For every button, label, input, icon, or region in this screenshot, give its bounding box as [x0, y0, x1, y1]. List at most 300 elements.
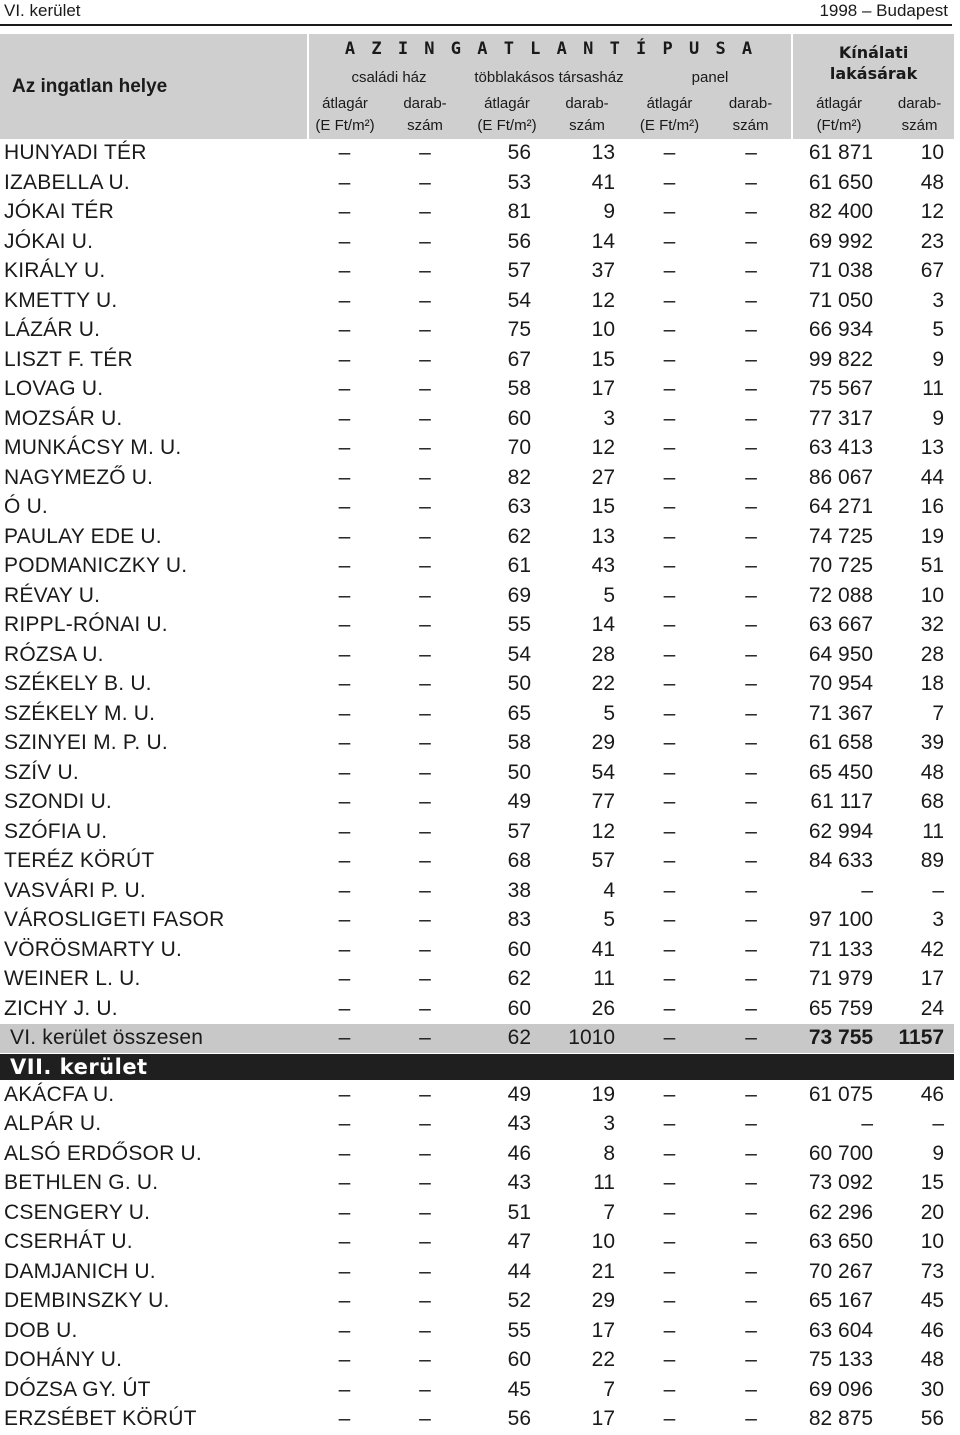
cell: 60 700 — [792, 1139, 885, 1169]
cell: 24 — [885, 994, 954, 1024]
table-row — [0, 994, 954, 1024]
cell: 9 — [545, 198, 629, 228]
cell: 51 — [885, 552, 954, 582]
street-name: ZICHY J. U. — [0, 994, 308, 1024]
cell: 57 — [545, 847, 629, 877]
cell: 13 — [885, 434, 954, 464]
street-name: NAGYMEZŐ U. — [0, 463, 308, 493]
cell: 9 — [885, 1139, 954, 1169]
street-name: SZINYEI M. P. U. — [0, 729, 308, 759]
cell: – — [629, 1024, 710, 1054]
table-row — [0, 581, 954, 611]
cell: – — [710, 699, 792, 729]
cell: 75 133 — [792, 1346, 885, 1376]
cell: 32 — [885, 611, 954, 641]
cell: 17 — [545, 375, 629, 405]
cell: 46 — [469, 1139, 545, 1169]
property-type-header: A Z I N G A T L A N T Í P U S A — [308, 34, 792, 64]
table-row — [0, 257, 954, 287]
cell: 12 — [885, 198, 954, 228]
cell: 73 092 — [792, 1169, 885, 1199]
cell: 11 — [885, 375, 954, 405]
cell: 62 296 — [792, 1198, 885, 1228]
cell: – — [308, 139, 381, 168]
cell: 61 — [469, 552, 545, 582]
cell: 13 — [545, 522, 629, 552]
cell: – — [308, 375, 381, 405]
street-name: WEINER L. U. — [0, 965, 308, 995]
cell: – — [710, 1346, 792, 1376]
cell: 38 — [469, 876, 545, 906]
cell: 69 096 — [792, 1375, 885, 1405]
cell: 46 — [885, 1080, 954, 1110]
cell: – — [381, 1198, 469, 1228]
cell: – — [381, 640, 469, 670]
cell: 19 — [545, 1080, 629, 1110]
cell: 71 979 — [792, 965, 885, 995]
cell: – — [710, 404, 792, 434]
cell: 68 — [885, 788, 954, 818]
cell: – — [381, 434, 469, 464]
cell: 84 633 — [792, 847, 885, 877]
cell: 50 — [469, 670, 545, 700]
street-name: TERÉZ KÖRÚT — [0, 847, 308, 877]
street-name: LÁZÁR U. — [0, 316, 308, 346]
cell: 75 567 — [792, 375, 885, 405]
street-name: SZONDI U. — [0, 788, 308, 818]
offer-price-header — [792, 34, 954, 91]
cell: – — [308, 316, 381, 346]
cell: 21 — [545, 1257, 629, 1287]
cell: – — [308, 434, 381, 464]
cell: – — [629, 1375, 710, 1405]
cell: – — [710, 1198, 792, 1228]
table-row — [0, 699, 954, 729]
cell: 70 725 — [792, 552, 885, 582]
cell: 63 — [469, 493, 545, 523]
cell: 61 871 — [792, 139, 885, 168]
cell: – — [629, 168, 710, 198]
table-row — [0, 493, 954, 523]
cell: 5 — [545, 699, 629, 729]
cell: – — [308, 994, 381, 1024]
cell: 99 822 — [792, 345, 885, 375]
cell: – — [629, 1080, 710, 1110]
cell: – — [381, 286, 469, 316]
cell: 60 — [469, 1346, 545, 1376]
cell: 56 — [469, 1405, 545, 1435]
cell: – — [381, 581, 469, 611]
cell: 71 050 — [792, 286, 885, 316]
panel-header: panel — [629, 64, 792, 91]
cell: – — [381, 935, 469, 965]
cell: 17 — [545, 1405, 629, 1435]
cell: – — [629, 994, 710, 1024]
cell: 66 934 — [792, 316, 885, 346]
cell: 51 — [469, 1198, 545, 1228]
table-row — [0, 345, 954, 375]
cell: – — [710, 817, 792, 847]
cell: – — [381, 1228, 469, 1258]
cell: 56 — [469, 227, 545, 257]
street-name: VASVÁRI P. U. — [0, 876, 308, 906]
cell: 65 450 — [792, 758, 885, 788]
year-city-label: 1998 – Budapest — [819, 1, 948, 20]
street-name: SZÉKELY B. U. — [0, 670, 308, 700]
cell: – — [629, 670, 710, 700]
cell: – — [710, 286, 792, 316]
cell: – — [308, 935, 381, 965]
cell: 12 — [545, 434, 629, 464]
cell: 44 — [885, 463, 954, 493]
cell: 83 — [469, 906, 545, 936]
cell: – — [308, 758, 381, 788]
table-row — [0, 1375, 954, 1405]
table-row — [0, 463, 954, 493]
table-row — [0, 168, 954, 198]
cell: 73 755 — [792, 1024, 885, 1054]
cell: 13 — [545, 139, 629, 168]
cell: 77 — [545, 788, 629, 818]
cell: – — [629, 286, 710, 316]
cell: – — [308, 1257, 381, 1287]
cell: 8 — [545, 1139, 629, 1169]
cell: – — [381, 463, 469, 493]
cell: – — [381, 729, 469, 759]
street-name: ERZSÉBET KÖRÚT — [0, 1405, 308, 1435]
cell: 82 400 — [792, 198, 885, 228]
cell: 58 — [469, 729, 545, 759]
cell: – — [381, 1375, 469, 1405]
cell: – — [629, 227, 710, 257]
cell: – — [381, 847, 469, 877]
cell: – — [629, 1316, 710, 1346]
cell: 18 — [885, 670, 954, 700]
cell: 86 067 — [792, 463, 885, 493]
cell: 49 — [469, 788, 545, 818]
property-price-table — [0, 34, 954, 1435]
page-header — [0, 0, 960, 22]
district-vi-rows — [0, 139, 954, 1024]
cell: – — [629, 1139, 710, 1169]
avg-price-header: átlagár (E Ft/m²) — [308, 91, 381, 139]
cell: – — [381, 404, 469, 434]
street-name: DOHÁNY U. — [0, 1346, 308, 1376]
cell: – — [308, 1198, 381, 1228]
cell: – — [381, 552, 469, 582]
cell: 5 — [885, 316, 954, 346]
district-vi-summary — [0, 1024, 954, 1081]
cell: 54 — [469, 286, 545, 316]
table-row — [0, 935, 954, 965]
cell: – — [308, 345, 381, 375]
cell: 17 — [545, 1316, 629, 1346]
cell: – — [308, 1405, 381, 1435]
cell: 12 — [545, 817, 629, 847]
table-row — [0, 1198, 954, 1228]
cell: 49 — [469, 1080, 545, 1110]
cell: 71 367 — [792, 699, 885, 729]
cell: 54 — [545, 758, 629, 788]
cell: – — [308, 581, 381, 611]
cell: – — [308, 404, 381, 434]
cell: – — [710, 1139, 792, 1169]
cell: 7 — [545, 1198, 629, 1228]
cell: 16 — [885, 493, 954, 523]
cell: 64 271 — [792, 493, 885, 523]
cell: – — [381, 1287, 469, 1317]
street-name: PAULAY EDE U. — [0, 522, 308, 552]
street-name: VÁROSLIGETI FASOR — [0, 906, 308, 936]
table-row — [0, 670, 954, 700]
count-header: darab- szám — [710, 91, 792, 139]
cell: 5 — [545, 906, 629, 936]
cell: – — [885, 1110, 954, 1140]
cell: – — [629, 1198, 710, 1228]
table-row — [0, 788, 954, 818]
cell: – — [308, 1139, 381, 1169]
cell: 65 — [469, 699, 545, 729]
cell: 17 — [885, 965, 954, 995]
cell: – — [381, 994, 469, 1024]
cell: – — [710, 876, 792, 906]
cell: 9 — [885, 345, 954, 375]
cell: – — [710, 1024, 792, 1054]
table-row — [0, 1139, 954, 1169]
cell: – — [308, 906, 381, 936]
cell: – — [629, 729, 710, 759]
street-name: RÓZSA U. — [0, 640, 308, 670]
cell: 53 — [469, 168, 545, 198]
street-name: SZÍV U. — [0, 758, 308, 788]
cell: – — [308, 876, 381, 906]
street-name: DEMBINSZKY U. — [0, 1287, 308, 1317]
cell: – — [308, 286, 381, 316]
cell: – — [629, 139, 710, 168]
cell: 62 994 — [792, 817, 885, 847]
cell: 69 992 — [792, 227, 885, 257]
street-name: RIPPL-RÓNAI U. — [0, 611, 308, 641]
cell: – — [381, 316, 469, 346]
cell: – — [710, 463, 792, 493]
cell: – — [308, 1024, 381, 1054]
table-row — [0, 1257, 954, 1287]
cell: – — [629, 581, 710, 611]
street-name: RÉVAY U. — [0, 581, 308, 611]
cell: 65 167 — [792, 1287, 885, 1317]
table-row — [0, 375, 954, 405]
cell: 61 075 — [792, 1080, 885, 1110]
table-row — [0, 227, 954, 257]
table-row — [0, 434, 954, 464]
cell: 10 — [545, 316, 629, 346]
cell: 9 — [885, 404, 954, 434]
cell: – — [710, 1110, 792, 1140]
cell: – — [381, 1080, 469, 1110]
table-row — [0, 729, 954, 759]
cell: 69 — [469, 581, 545, 611]
cell: 48 — [885, 758, 954, 788]
cell: 55 — [469, 1316, 545, 1346]
cell: – — [308, 699, 381, 729]
table-row — [0, 198, 954, 228]
table-header — [0, 34, 954, 139]
cell: 15 — [885, 1169, 954, 1199]
cell: – — [710, 375, 792, 405]
cell: 62 — [469, 1024, 545, 1054]
cell: – — [381, 1169, 469, 1199]
cell: 57 — [469, 257, 545, 287]
cell: – — [308, 1169, 381, 1199]
cell: – — [629, 198, 710, 228]
summary-label: VI. kerület összesen — [0, 1024, 308, 1054]
cell: 10 — [885, 139, 954, 168]
cell: 70 — [469, 434, 545, 464]
cell: – — [308, 1228, 381, 1258]
cell: – — [308, 493, 381, 523]
cell: – — [629, 316, 710, 346]
cell: – — [629, 463, 710, 493]
cell: 61 117 — [792, 788, 885, 818]
cell: – — [710, 316, 792, 346]
cell: 55 — [469, 611, 545, 641]
offer-count-header: darab- szám — [885, 91, 954, 139]
cell: – — [308, 522, 381, 552]
cell: – — [381, 788, 469, 818]
cell: – — [308, 552, 381, 582]
cell: – — [629, 611, 710, 641]
cell: – — [381, 257, 469, 287]
cell: – — [710, 935, 792, 965]
cell: 3 — [885, 286, 954, 316]
cell: 62 — [469, 522, 545, 552]
cell: 74 725 — [792, 522, 885, 552]
cell: 70 267 — [792, 1257, 885, 1287]
cell: 63 413 — [792, 434, 885, 464]
cell: – — [710, 198, 792, 228]
cell: 3 — [885, 906, 954, 936]
cell: – — [629, 847, 710, 877]
table-row — [0, 286, 954, 316]
street-name: SZÉKELY M. U. — [0, 699, 308, 729]
cell: 10 — [885, 1228, 954, 1258]
table-row — [0, 1228, 954, 1258]
cell: 65 759 — [792, 994, 885, 1024]
cell: – — [629, 876, 710, 906]
cell: – — [629, 1257, 710, 1287]
cell: – — [710, 640, 792, 670]
family-house-header: családi ház — [308, 64, 469, 91]
cell: – — [381, 1024, 469, 1054]
cell: – — [710, 1316, 792, 1346]
cell: – — [308, 1080, 381, 1110]
cell: 28 — [545, 640, 629, 670]
summary-row — [0, 1024, 954, 1054]
cell: – — [308, 463, 381, 493]
table-row — [0, 1405, 954, 1435]
table-row — [0, 611, 954, 641]
cell: – — [308, 1110, 381, 1140]
street-name: DAMJANICH U. — [0, 1257, 308, 1287]
cell: – — [381, 1316, 469, 1346]
cell: – — [629, 1228, 710, 1258]
cell: – — [381, 1405, 469, 1435]
avg-price-header: átlagár (E Ft/m²) — [629, 91, 710, 139]
cell: 27 — [545, 463, 629, 493]
cell: 45 — [885, 1287, 954, 1317]
cell: 12 — [545, 286, 629, 316]
cell: – — [381, 345, 469, 375]
cell: – — [710, 1257, 792, 1287]
cell: 56 — [469, 139, 545, 168]
street-name: MOZSÁR U. — [0, 404, 308, 434]
table-row — [0, 1169, 954, 1199]
table-row — [0, 1316, 954, 1346]
table-row — [0, 1110, 954, 1140]
cell: 52 — [469, 1287, 545, 1317]
cell: 63 667 — [792, 611, 885, 641]
cell: 60 — [469, 935, 545, 965]
cell: – — [792, 876, 885, 906]
cell: – — [381, 965, 469, 995]
cell: 47 — [469, 1228, 545, 1258]
cell: – — [381, 522, 469, 552]
cell: – — [629, 434, 710, 464]
table-row — [0, 847, 954, 877]
cell: – — [381, 493, 469, 523]
cell: – — [710, 847, 792, 877]
avg-price-header: átlagár (E Ft/m²) — [469, 91, 545, 139]
cell: – — [710, 1228, 792, 1258]
district-vii-rows — [0, 1080, 954, 1434]
cell: – — [381, 611, 469, 641]
cell: – — [710, 1169, 792, 1199]
street-name: JÓKAI U. — [0, 227, 308, 257]
cell: 11 — [545, 1169, 629, 1199]
street-name: CSENGERY U. — [0, 1198, 308, 1228]
cell: – — [629, 1346, 710, 1376]
cell: 68 — [469, 847, 545, 877]
cell: – — [710, 522, 792, 552]
cell: – — [381, 670, 469, 700]
count-header: darab- szám — [545, 91, 629, 139]
cell: – — [629, 375, 710, 405]
cell: 60 — [469, 404, 545, 434]
cell: 75 — [469, 316, 545, 346]
cell: 10 — [885, 581, 954, 611]
cell: 57 — [469, 817, 545, 847]
cell: 63 650 — [792, 1228, 885, 1258]
cell: 77 317 — [792, 404, 885, 434]
cell: – — [710, 788, 792, 818]
table-row — [0, 965, 954, 995]
offer-avg-price-header: átlagár (Ft/m²) — [792, 91, 885, 139]
cell: – — [381, 139, 469, 168]
cell: – — [710, 1405, 792, 1435]
district-title: VI. kerület — [4, 1, 81, 20]
cell: – — [629, 699, 710, 729]
cell: 20 — [885, 1198, 954, 1228]
cell: – — [308, 227, 381, 257]
cell: 48 — [885, 1346, 954, 1376]
cell: 64 950 — [792, 640, 885, 670]
table-row — [0, 522, 954, 552]
cell: 11 — [885, 817, 954, 847]
cell: 4 — [545, 876, 629, 906]
cell: – — [629, 965, 710, 995]
cell: 29 — [545, 1287, 629, 1317]
cell: 28 — [885, 640, 954, 670]
